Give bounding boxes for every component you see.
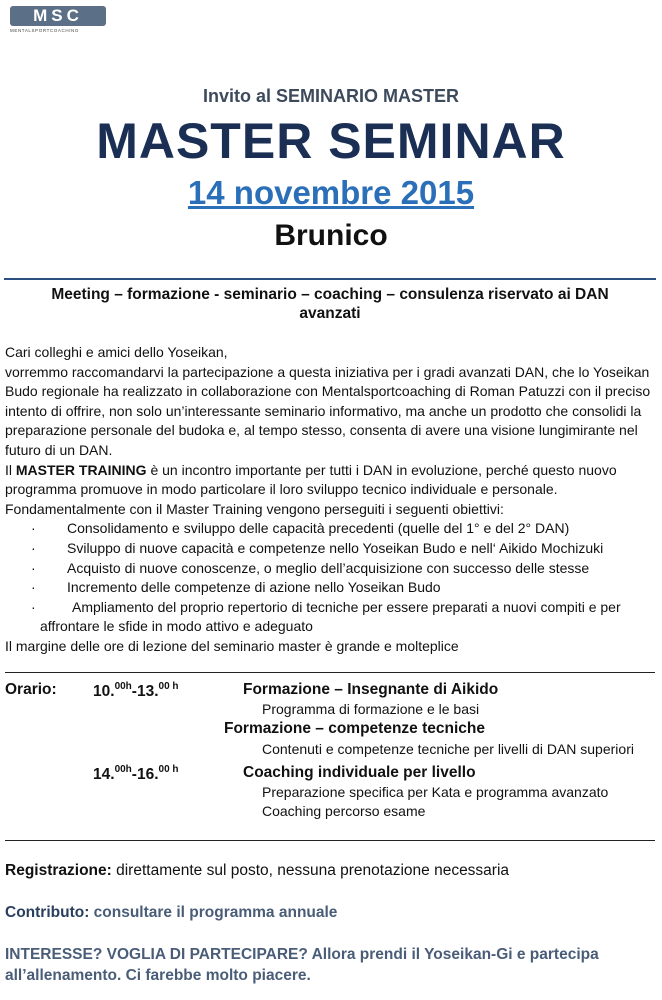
registration-line — [5, 862, 509, 880]
intro-section — [5, 343, 655, 657]
list-item-text: Sviluppo di nuove capacità e competenze nello Yoseikan Budo e nell‘ Aikido Mochizuki — [67, 539, 604, 556]
p2-rest: è un incontro importante per tutti i DAN in evoluzione, perché questo nuovo programma promuove in modo particolare il loro sviluppo tecnico individuale e personale. — [5, 461, 617, 498]
p2-prefix: Il — [5, 461, 16, 478]
block3-subtitle-1: Preparazione specifica per Kata e programma avanzato — [262, 784, 609, 800]
bullet-dot: · — [31, 520, 36, 537]
slot2-sup1: 00h — [114, 764, 132, 775]
block3-subtitle-2: Coaching percorso esame — [262, 803, 426, 819]
master-training-label: MASTER TRAINING — [15, 461, 147, 478]
time-slot-afternoon — [93, 764, 179, 784]
bullet-dot: · — [31, 579, 36, 596]
objectives-list — [5, 519, 655, 637]
master-training-paragraph — [5, 461, 655, 500]
bullet-dot: · — [31, 539, 36, 556]
event-subtitle: Meeting – formazione - seminario – coaching – consulenza riservato ai DAN avanzati — [51, 286, 609, 322]
list-item-text: Ampliamento del proprio repertorio di tecniche per essere preparati a nuovi compiti e per — [72, 598, 621, 615]
bullet-dot: · — [31, 598, 36, 615]
contribution-text: consultare il programma annuale — [89, 904, 338, 921]
event-city: Brunico — [274, 219, 388, 252]
block2-title: Formazione – competenze tecniche — [224, 720, 485, 737]
msc-logo — [10, 6, 106, 33]
contribution-line — [5, 904, 337, 922]
slot1-end: -13. — [131, 683, 159, 700]
slot1-sup1: 00h — [114, 681, 132, 692]
bullet-dot: · — [31, 559, 36, 576]
schedule-divider-top — [5, 672, 655, 673]
list-item — [5, 598, 655, 637]
block3-title: Coaching individuale per livello — [243, 764, 476, 781]
logo-mark: MSC — [10, 6, 106, 26]
slot2-sup2: 00 h — [158, 764, 179, 775]
greeting: Cari colleghi e amici dello Yoseikan, — [5, 344, 228, 360]
slot2-end: -16. — [131, 766, 159, 783]
list-item — [5, 559, 655, 579]
schedule-divider-bottom — [5, 840, 655, 841]
list-item — [5, 519, 655, 539]
list-item-text: Acquisto di nuove conoscenze, o meglio dell’acquisizione con successo delle stesse — [67, 559, 590, 576]
closing-line: Il margine delle ore di lezione del seminario master è grande e molteplice — [5, 637, 459, 654]
page-title: MASTER SEMINAR — [96, 113, 566, 169]
block1-subtitle: Programma di formazione e le basi — [262, 701, 480, 717]
logo-subtext: MENTALSPORTCOACHING — [10, 28, 79, 33]
header-divider — [4, 278, 656, 280]
registration-text: direttamente sul posto, nessuna prenotazione necessaria — [111, 862, 510, 879]
contribution-label: Contributo: — [5, 904, 90, 921]
intro-paragraph: vorremmo raccomandarvi la partecipazione a questa iniziativa per i gradi avanzati DAN, che lo Yoseikan Budo regionale ha realizzato in collaborazione con Mentalsportcoaching di Roman Patuzzi con il preciso intento di offrire, non solo un’interessante seminario informativo, ma anche un prodotto che consolidi la preparazione personale del budoka e, al tempo stesso, consenta di avere una visione lungimirante nel futuro di un DAN. — [5, 363, 651, 458]
invite-heading: Invito al SEMINARIO MASTER — [202, 86, 460, 106]
slot2-start: 14. — [93, 766, 115, 783]
list-item-text: Consolidamento e sviluppo delle capacità precedenti (quelle del 1° e del 2° DAN) — [67, 520, 570, 537]
registration-label: Registrazione: — [5, 862, 112, 879]
slot1-sup2: 00 h — [158, 681, 179, 692]
slot1-start: 10. — [93, 683, 115, 700]
list-item-continuation: affrontare le sfide in modo attivo e adeguato — [40, 618, 313, 635]
list-item-text: Incremento delle competenze di azione nello Yoseikan Budo — [67, 579, 441, 596]
block2-subtitle: Contenuti e competenze tecniche per livelli di DAN superiori — [262, 741, 634, 757]
objectives-intro: Fondamentalmente con il Master Training vengono perseguiti i seguenti obiettivi: — [5, 500, 504, 517]
list-item — [5, 578, 655, 598]
event-date: 14 novembre 2015 — [187, 174, 475, 211]
schedule-label: Orario: — [5, 681, 57, 698]
time-slot-morning — [93, 681, 179, 701]
call-to-action: INTERESSE? VOGLIA DI PARTECIPARE? Allora prendi il Yoseikan-Gi e partecipa all’allenamento. Ci farebbe molto piacere. — [5, 946, 599, 984]
block1-title: Formazione – Insegnante di Aikido — [243, 681, 499, 698]
list-item — [5, 539, 655, 559]
